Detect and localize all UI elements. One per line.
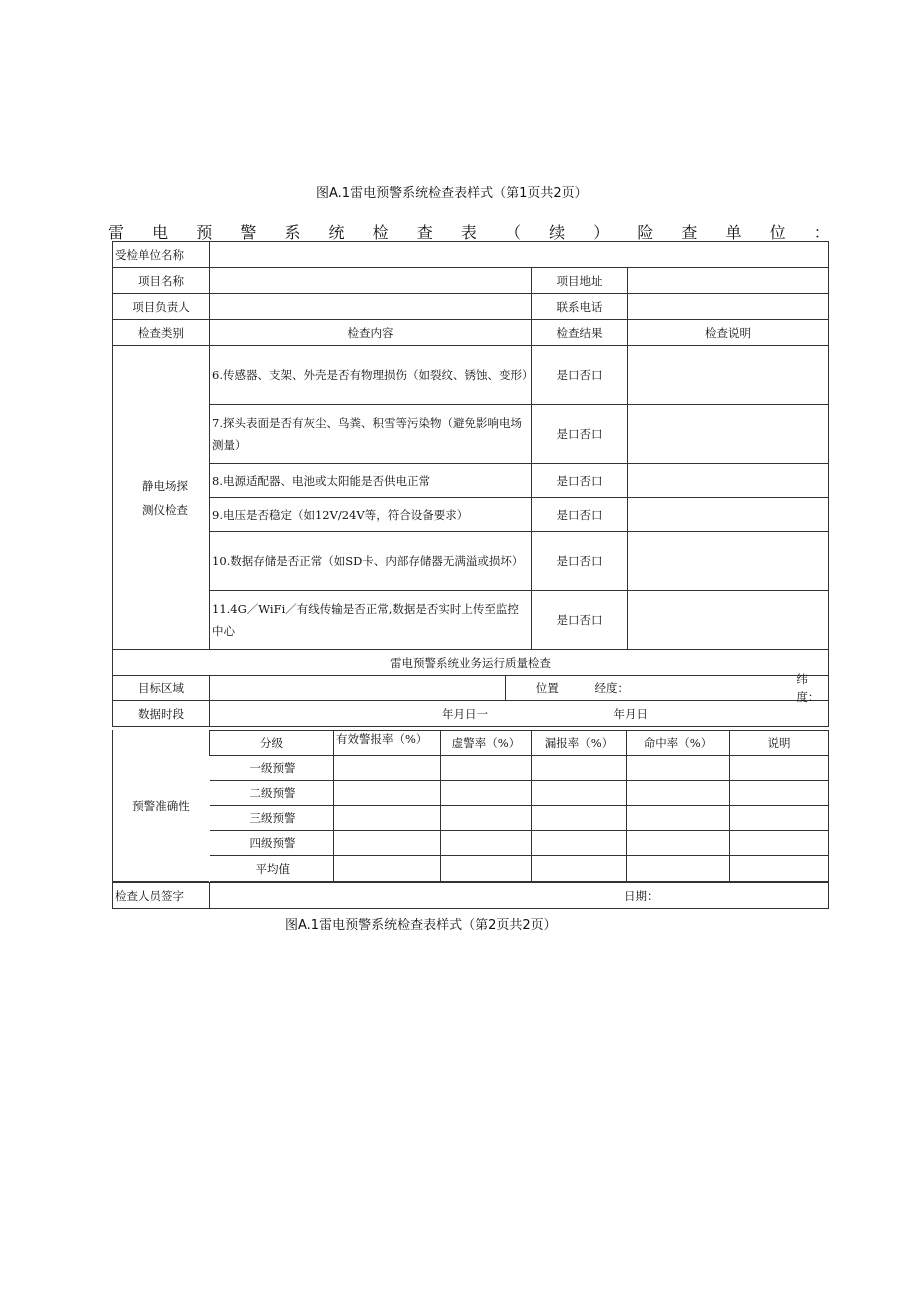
hit-rate-cell[interactable] (627, 756, 730, 781)
accuracy-col-valid: 有效警报率（%） (334, 731, 441, 756)
accuracy-row (210, 856, 829, 882)
project-lead-value[interactable] (210, 294, 532, 320)
title-char: ： (813, 223, 830, 242)
check-result[interactable]: 是口否口 (532, 346, 628, 405)
miss-rate-cell[interactable] (532, 781, 627, 806)
check-row (113, 346, 829, 405)
accuracy-col-note: 说明 (730, 731, 829, 756)
accuracy-col-miss: 漏报率（%） (532, 731, 627, 756)
hit-rate-cell[interactable] (627, 856, 730, 882)
accuracy-level: 平均值 (210, 856, 334, 882)
title-char: 警 (240, 223, 257, 242)
check-result[interactable]: 是口否口 (532, 405, 628, 464)
contact-phone-label: 联系电话 (532, 294, 628, 320)
col-result: 检查结果 (532, 320, 628, 346)
note-cell[interactable] (730, 756, 829, 781)
accuracy-header-row (210, 731, 829, 756)
miss-rate-cell[interactable] (532, 756, 627, 781)
position-label: 位置 (535, 681, 559, 695)
check-note[interactable] (628, 498, 829, 532)
title-char: 电 (152, 223, 169, 242)
check-result[interactable]: 是口否口 (532, 591, 628, 650)
caption-top: 图A.1雷电预警系统检查表样式（第1页共2页） (316, 186, 588, 201)
signature-table (112, 882, 829, 909)
check-result[interactable]: 是口否口 (532, 532, 628, 591)
project-lead-label: 项目负责人 (113, 294, 210, 320)
hit-rate-cell[interactable] (627, 806, 730, 831)
col-category: 检查类别 (113, 320, 210, 346)
accuracy-level: 四级预警 (210, 831, 334, 856)
check-row (113, 405, 829, 464)
valid-rate-cell[interactable] (334, 806, 441, 831)
accuracy-level: 一级预警 (210, 756, 334, 781)
check-note[interactable] (628, 346, 829, 405)
period-to: 年月日 (613, 706, 648, 721)
note-cell[interactable] (730, 831, 829, 856)
inspected-unit-value[interactable] (210, 242, 829, 268)
row-target-area (113, 676, 829, 701)
valid-rate-cell[interactable] (334, 781, 441, 806)
row-lead (113, 294, 829, 320)
miss-rate-cell[interactable] (532, 806, 627, 831)
check-row (113, 498, 829, 532)
check-content: 11.4G／WiFi／有线传输是否正常,数据是否实时上传至监控中心 (210, 591, 532, 650)
latitude-label[interactable]: 纬度： (796, 672, 820, 704)
title-char: 查 (416, 223, 433, 242)
title-char: 查 (681, 223, 698, 242)
accuracy-level: 二级预警 (210, 781, 334, 806)
title-char: 预 (196, 223, 213, 242)
false-rate-cell[interactable] (441, 831, 532, 856)
accuracy-col-hit: 命中率（%） (627, 731, 730, 756)
signature-label: 检查人员签字 (113, 883, 210, 909)
check-row (113, 591, 829, 650)
title-char: 雷 (108, 223, 125, 242)
check-result[interactable]: 是口否口 (532, 498, 628, 532)
check-note[interactable] (628, 405, 829, 464)
check-content: 9.电压是否稳定（如12V/24V等，符合设备要求） (210, 498, 532, 532)
false-rate-cell[interactable] (441, 806, 532, 831)
check-row (113, 464, 829, 498)
check-note[interactable] (628, 464, 829, 498)
note-cell[interactable] (730, 806, 829, 831)
check-note[interactable] (628, 532, 829, 591)
col-content: 检查内容 (210, 320, 532, 346)
false-rate-cell[interactable] (441, 856, 532, 882)
title-char: 检 (372, 223, 389, 242)
accuracy-row (210, 781, 829, 806)
target-area-value[interactable] (210, 676, 506, 701)
project-name-value[interactable] (210, 268, 532, 294)
position-cell (506, 672, 829, 704)
miss-rate-cell[interactable] (532, 856, 627, 882)
title-char: 险 (637, 223, 654, 242)
title-char: （ (504, 223, 521, 242)
check-content: 10.数据存储是否正常（如SD卡、内部存储器无满溢或损坏） (210, 532, 532, 591)
check-content: 8.电源适配器、电池或太阳能是否供电正常 (210, 464, 532, 498)
period-from: 年月日一 (442, 706, 488, 721)
longitude-label[interactable]: 经度： (594, 681, 630, 695)
period-value[interactable] (210, 701, 829, 727)
title-char: ） (593, 223, 610, 242)
sensor-check-category: 静电场探测仪检查 (113, 346, 210, 650)
row-project (113, 268, 829, 294)
hit-rate-cell[interactable] (627, 781, 730, 806)
row-quality-title (113, 650, 829, 676)
project-name-label: 项目名称 (113, 268, 210, 294)
quality-section-title: 雷电预警系统业务运行质量检查 (113, 650, 829, 676)
false-rate-cell[interactable] (441, 756, 532, 781)
title-char: 统 (328, 223, 345, 242)
caption-bottom: 图A.1雷电预警系统检查表样式（第2页共2页） (285, 918, 557, 933)
target-area-label: 目标区域 (113, 676, 210, 701)
form-title (108, 220, 830, 243)
title-char: 位 (769, 223, 786, 242)
col-note: 检查说明 (628, 320, 829, 346)
check-content: 7.探头表面是否有灰尘、鸟粪、积雪等污染物（避免影响电场测量） (210, 405, 532, 464)
title-char: 单 (725, 223, 742, 242)
accuracy-row (210, 806, 829, 831)
date-field[interactable]: 日期： (210, 883, 829, 909)
project-address-label: 项目地址 (532, 268, 628, 294)
row-column-headers (113, 320, 829, 346)
row-period (113, 701, 829, 727)
contact-phone-value[interactable] (628, 294, 829, 320)
false-rate-cell[interactable] (441, 781, 532, 806)
project-address-value[interactable] (628, 268, 829, 294)
accuracy-row (210, 756, 829, 781)
accuracy-level: 三级预警 (210, 806, 334, 831)
accuracy-category: 预警准确性 (112, 730, 209, 882)
miss-rate-cell[interactable] (532, 831, 627, 856)
check-result[interactable]: 是口否口 (532, 464, 628, 498)
check-content: 6.传感器、支架、外壳是否有物理损伤（如裂纹、锈蚀、变形） (210, 346, 532, 405)
check-note[interactable] (628, 591, 829, 650)
title-char: 续 (549, 223, 566, 242)
accuracy-col-false: 虚警率（%） (441, 731, 532, 756)
note-cell[interactable] (730, 781, 829, 806)
valid-rate-cell[interactable] (334, 756, 441, 781)
accuracy-row (210, 831, 829, 856)
valid-rate-cell[interactable] (334, 856, 441, 882)
hit-rate-cell[interactable] (627, 831, 730, 856)
note-cell[interactable] (730, 856, 829, 882)
inspection-table (112, 241, 829, 727)
title-char: 系 (284, 223, 301, 242)
title-char: 表 (460, 223, 477, 242)
period-label: 数据时段 (113, 701, 210, 727)
accuracy-col-level: 分级 (210, 731, 334, 756)
accuracy-table (209, 730, 829, 882)
row-inspected-unit (113, 242, 829, 268)
check-row (113, 532, 829, 591)
inspected-unit-label: 受检单位名称 (113, 242, 210, 268)
valid-rate-cell[interactable] (334, 831, 441, 856)
